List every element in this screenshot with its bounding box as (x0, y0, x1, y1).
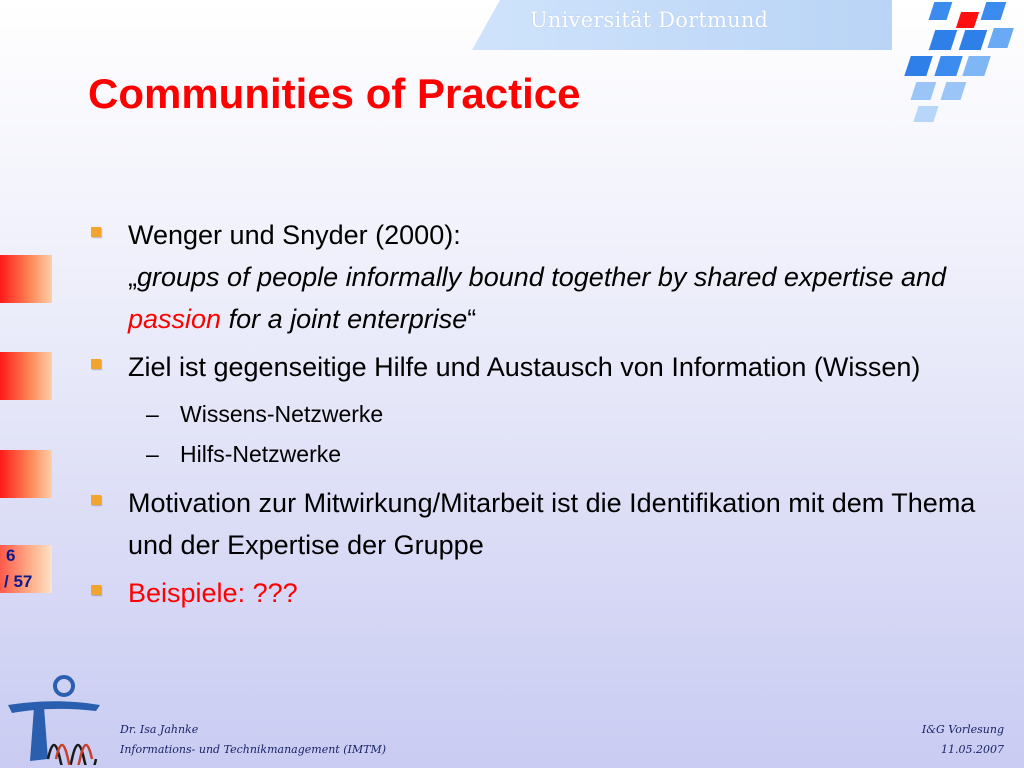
square-bullet-icon (91, 359, 101, 369)
square-bullet-icon (91, 495, 101, 505)
dash-marker: – (146, 441, 159, 467)
footer-department: Informations- und Technikmanagement (IMTM) (120, 743, 387, 756)
side-tab (0, 450, 52, 498)
university-squares-logo (895, 0, 1024, 128)
bullet-text: Motivation zur Mitwirkung/Mitarbeit ist die Identifikation mit dem Thema und der Expertise der Gruppe (128, 488, 976, 560)
sub-bullet-item (88, 434, 988, 474)
close-quote: “ (467, 304, 477, 334)
side-tab (0, 352, 52, 400)
bullet-text: Beispiele: ??? (128, 578, 298, 608)
square-bullet-icon (91, 585, 101, 595)
sub-bullet-text: Hilfs-Netzwerke (180, 441, 342, 467)
page-total: / 57 (4, 572, 33, 591)
quote-highlight: passion (128, 304, 222, 334)
bullet-item (88, 482, 988, 566)
slide-body (88, 214, 988, 620)
square-bullet-icon (91, 227, 101, 237)
page-current: 6 (6, 546, 16, 565)
open-quote: „ (128, 262, 137, 292)
bullet-text: Wenger und Snyder (2000): (128, 220, 461, 250)
quote-part: for a joint enterprise (228, 304, 468, 334)
footer-author: Dr. Isa Jahnke (120, 723, 199, 736)
dash-marker: – (146, 401, 159, 427)
sub-bullet-item (88, 394, 988, 434)
bullet-item (88, 572, 988, 614)
footer-course: I&G Vorlesung (921, 723, 1004, 736)
quote-text (128, 256, 988, 340)
bullet-item (88, 214, 988, 340)
bullet-text: Ziel ist gegenseitige Hilfe und Austausch von Information (Wissen) (128, 352, 921, 382)
sub-bullet-text: Wissens-Netzwerke (180, 401, 384, 427)
footer-date: 11.05.2007 (941, 743, 1004, 756)
imtm-figure-logo (4, 675, 108, 765)
quote-part: groups of people informally bound together by shared expertise and (137, 262, 947, 292)
slide-title: Communities of Practice (88, 70, 581, 117)
side-tab (0, 255, 52, 303)
bullet-item (88, 346, 988, 388)
university-name: Universität Dortmund (530, 8, 769, 32)
